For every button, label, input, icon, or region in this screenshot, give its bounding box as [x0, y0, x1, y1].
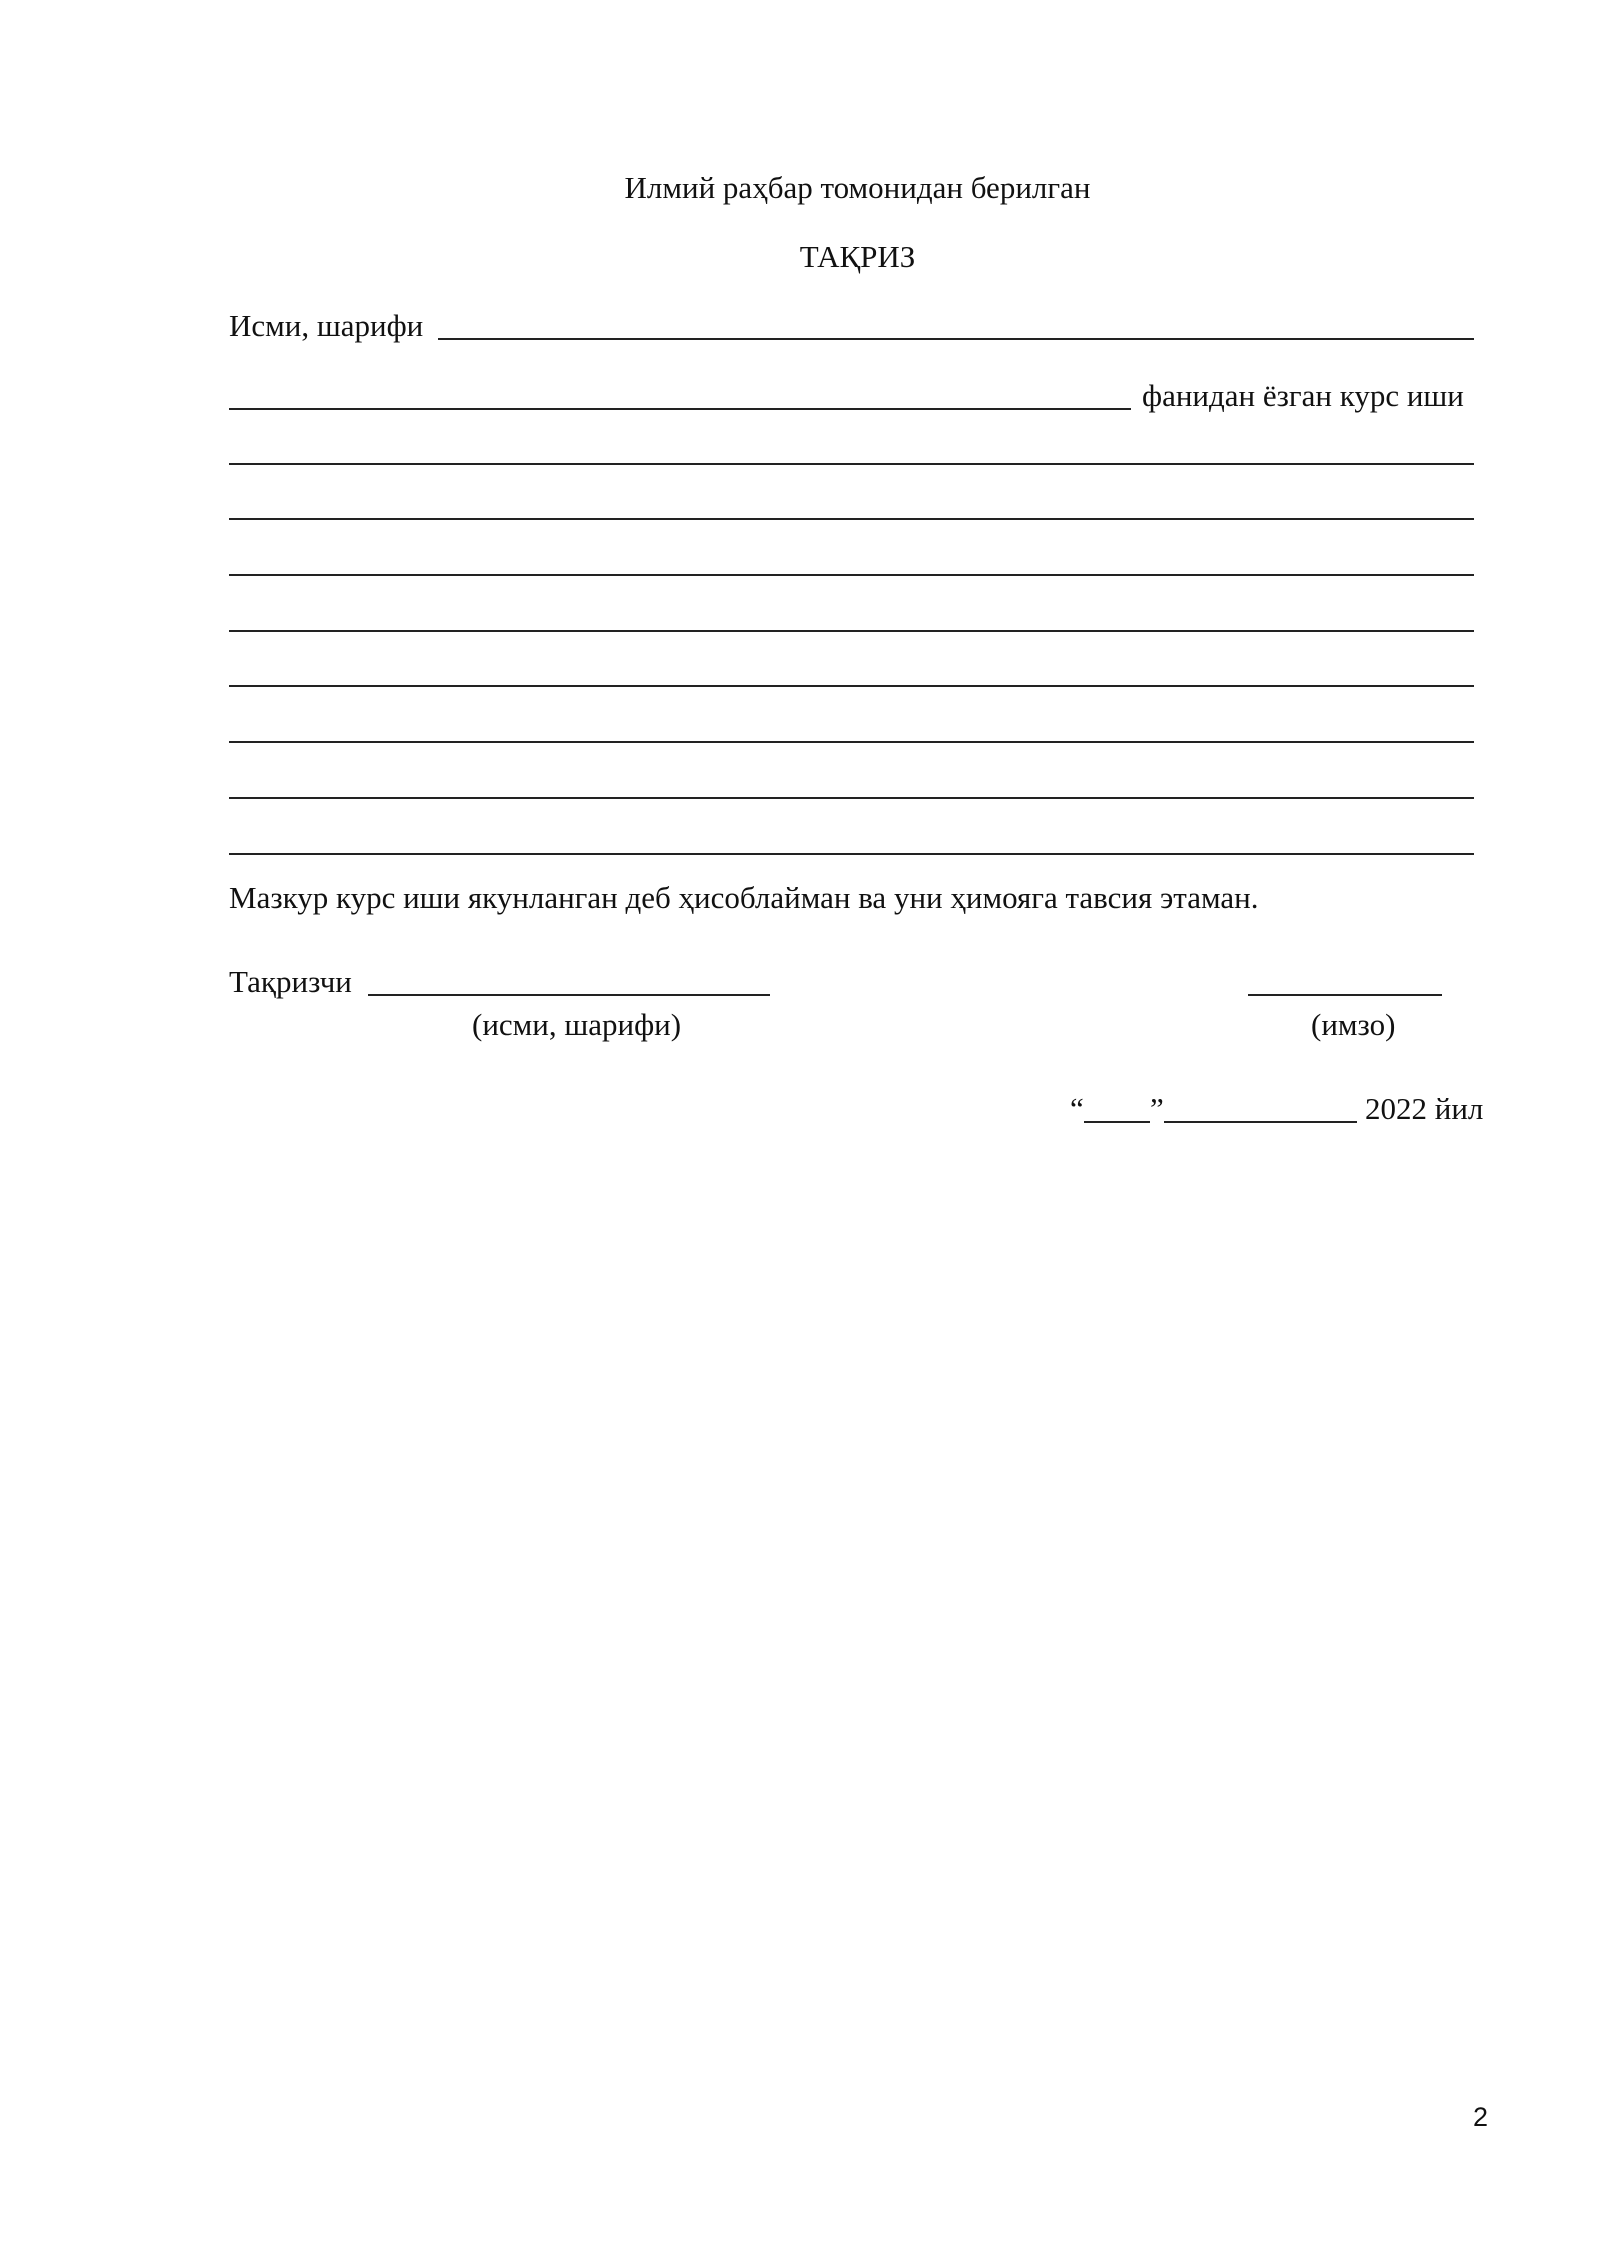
- review-line-2[interactable]: [229, 518, 1474, 520]
- subject-suffix: фанидан ёзган курс иши: [1142, 378, 1464, 413]
- review-line-7[interactable]: [229, 797, 1474, 799]
- signature-caption: (имзо): [1311, 1007, 1396, 1042]
- review-line-8[interactable]: [229, 853, 1474, 855]
- review-line-3[interactable]: [229, 574, 1474, 576]
- date-day-blank[interactable]: [1084, 1121, 1150, 1123]
- name-blank-line[interactable]: [438, 338, 1474, 340]
- date-open-quote: “: [1070, 1091, 1084, 1126]
- page-title: ТАҚРИЗ: [799, 239, 916, 274]
- name-label: Исми, шарифи: [229, 308, 424, 343]
- conclusion-text: Мазкур курс иши якунланган деб ҳисоблайман ва уни ҳимояга тавсия этаман.: [229, 880, 1259, 915]
- signature-blank[interactable]: [1248, 994, 1442, 996]
- date-year: 2022 йил: [1365, 1091, 1484, 1126]
- review-line-6[interactable]: [229, 741, 1474, 743]
- review-line-5[interactable]: [229, 685, 1474, 687]
- page-number: 2: [1472, 2102, 1488, 2132]
- review-line-1[interactable]: [229, 463, 1474, 465]
- review-line-4[interactable]: [229, 630, 1474, 632]
- reviewer-name-blank[interactable]: [368, 994, 770, 996]
- date-close-quote: ”: [1150, 1091, 1164, 1126]
- reviewer-label: Тақризчи: [229, 964, 352, 999]
- date-month-blank[interactable]: [1164, 1121, 1357, 1123]
- subject-blank-line[interactable]: [229, 408, 1131, 410]
- intro-line: Илмий раҳбар томонидан берилган: [624, 170, 1091, 205]
- name-caption: (исми, шарифи): [472, 1007, 682, 1042]
